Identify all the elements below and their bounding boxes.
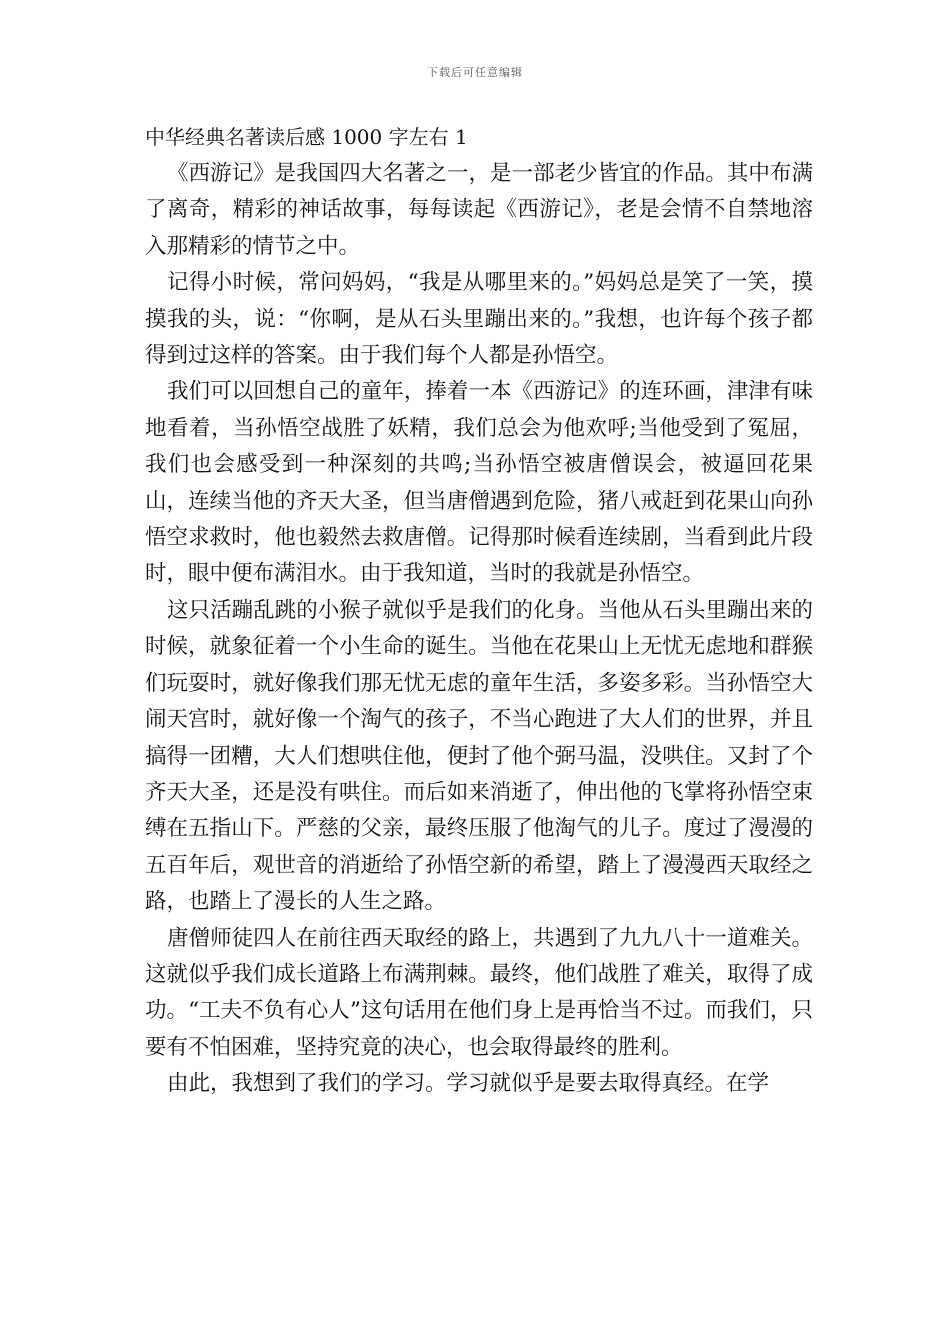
paragraph: 我们可以回想自己的童年，捧着一本《西游记》的连环画，津津有味地看着，当孙悟空战胜了妖精，我们总会为他欢呼;当他受到了冤屈，我们也会感受到一种深刻的共鸣;当孙悟空被唐僧误会，被逼回花果山，连续当他的齐天大圣，但当唐僧遇到危险，猪八戒赶到花果山向孙悟空求救时，他也毅然去救唐僧。记得那时候看连续剧，当看到此片段时，眼中便布满泪水。由于我知道，当时的我就是孙悟空。 — [145, 379, 813, 587]
paragraph: 记得小时候，常问妈妈，“我是从哪里来的。”妈妈总是笑了一笑，摸摸我的头，说：“你啊，是从石头里蹦出来的。”我想，也许每个孩子都得到过这样的答案。由于我们每个人都是孙悟空。 — [145, 270, 813, 369]
header-note: 下载后可任意编辑 — [427, 66, 523, 79]
document-title: 中华经典名著读后感 1000 字左右 1 — [145, 125, 468, 149]
paragraph: 这只活蹦乱跳的小猴子就似乎是我们的化身。当他从石头里蹦出来的时候，就象征着一个小生命的诞生。当他在花果山上无忧无虑地和群猴们玩耍时，就好像我们那无忧无虑的童年生活，多姿多彩。当孙悟空大闹天宫时，就好像一个淘气的孩子，不当心跑进了大人们的世界，并且搞得一团糟，大人们想哄住他，便封了他个弼马温，没哄住。又封了个齐天大圣，还是没有哄住。而后如来消逝了，伸出他的飞掌将孙悟空束缚在五指山下。严慈的父亲，最终压服了他淘气的儿子。度过了漫漫的五百年后，观世音的消逝给了孙悟空新的希望，踏上了漫漫西天取经之路，也踏上了漫长的人生之路。 — [145, 597, 813, 915]
document-body — [145, 156, 813, 1103]
paragraph: 由此，我想到了我们的学习。学习就似乎是要去取得真经。在学 — [167, 1071, 770, 1097]
paragraph: 唐僧师徒四人在前往西天取经的路上，共遇到了九九八十一道难关。这就似乎我们成长道路上布满荆棘。最终，他们战胜了难关，取得了成功。“工夫不负有心人”这句话用在他们身上是再恰当不过。而我们，只要有不怕困难，坚持究竟的决心，也会取得最终的胜利。 — [145, 925, 813, 1060]
paragraph: 《西游记》是我国四大名著之一，是一部老少皆宜的作品。其中布满了离奇，精彩的神话故事，每每读起《西游记》，老是会情不自禁地溶入那精彩的情节之中。 — [145, 161, 813, 259]
